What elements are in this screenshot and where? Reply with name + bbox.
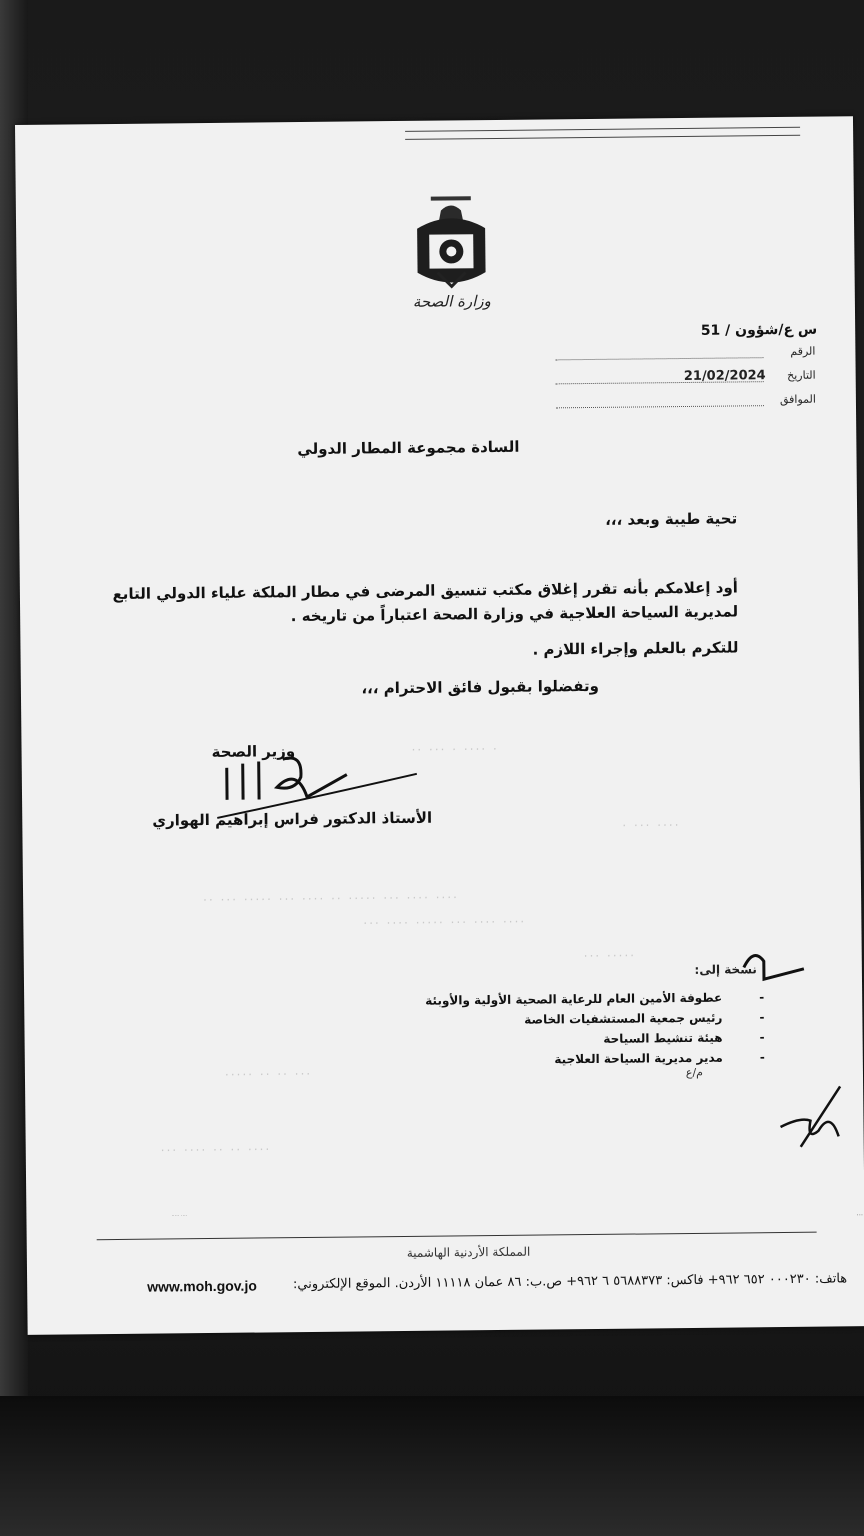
body-line-1: أود إعلامكم بأنه تقرر إغلاق مكتب تنسيق المرضى في مطار الملكة علياء الدولي التابع [112,578,738,604]
footer-contact: هاتف: ٠٠٠٢٣٠ ٦٥٢ ٩٦٢+ فاكس: ٥٦٨٨٣٧٣ ٦ ٩٦٢+ ص.ب: ٨٦ عمان ١١١١٨ الأردن. الموقع الإلكتروني: [292,1271,848,1293]
list-item: عطوفة الأمين العام للرعاية الصحية الأولية والأوبئة - [202,988,722,1013]
footer-website-link[interactable]: www.moh.gov.jo [147,1277,257,1295]
request-line: للتكرم بالعلم وإجراء اللازم . [532,638,739,659]
ghost-print-4: ··· ···· ····· ··· ···· ···· [363,914,527,931]
greeting: تحية طيبة وبعد ،،، [605,509,738,529]
ghost-print-2: · ··· ···· [622,818,681,833]
top-rule-second [405,135,800,140]
number-row [555,345,815,364]
list-item: رئيس جمعية المستشفيات الخاصة - [202,1008,722,1033]
ghost-print-7: ··· ···· ·· ·· ···· [160,1142,272,1158]
signatory-title: وزير الصحة [211,742,296,761]
hijri-dotted-line [556,405,764,408]
letter-page [15,116,864,1335]
ghost-print-3: ·· ··· ····· ··· ···· ·· ····· ··· ···· ···· [203,890,460,908]
floor-background [0,1396,864,1536]
ghost-print-5: ··· ····· [583,948,637,964]
hijri-date-row [556,393,816,412]
footer-rule [97,1232,817,1241]
ghost-print-6: ····· ·· ·· ··· [224,1066,313,1082]
list-item: هيئة تنشيط السياحة - [203,1028,723,1053]
date-value: 21/02/2024 [683,368,766,385]
page-mark: ··· [856,1211,864,1220]
copies-list [202,988,723,1073]
number-label: الرقم [790,344,816,358]
body-line-2: لمديرية السياحة العلاجية في وزارة الصحة اعتباراً من تاريخه . [290,602,739,626]
footer-country: المملكة الأردنية الهاشمية [406,1244,531,1260]
small-print-mark: ····· ···· [171,1213,188,1220]
margin-signature [770,1076,851,1157]
hijri-date-label: الموافق [779,392,816,407]
top-rule [405,127,800,132]
initials-mark: م/ع [685,1065,704,1080]
list-item: مدير مديرية السياحة العلاجية - [203,1048,723,1073]
ministry-name: وزارة الصحة [412,292,491,311]
date-row [556,369,816,388]
date-label: التاريخ [787,368,816,382]
signatory-name: الأستاذ الدكتور فراس إبراهيم الهواري [152,808,433,830]
ghost-print-1: ·· ··· · ···· · [411,741,499,757]
closing-line: وتفضلوا بقبول فائق الاحترام ،،، [361,676,600,698]
copies-label: نسخة إلى: [694,962,757,977]
addressee: السادة مجموعة المطار الدولي [297,437,520,459]
reference-number: س ع/شؤون / 51 [700,321,818,339]
number-dotted-line [555,357,763,360]
